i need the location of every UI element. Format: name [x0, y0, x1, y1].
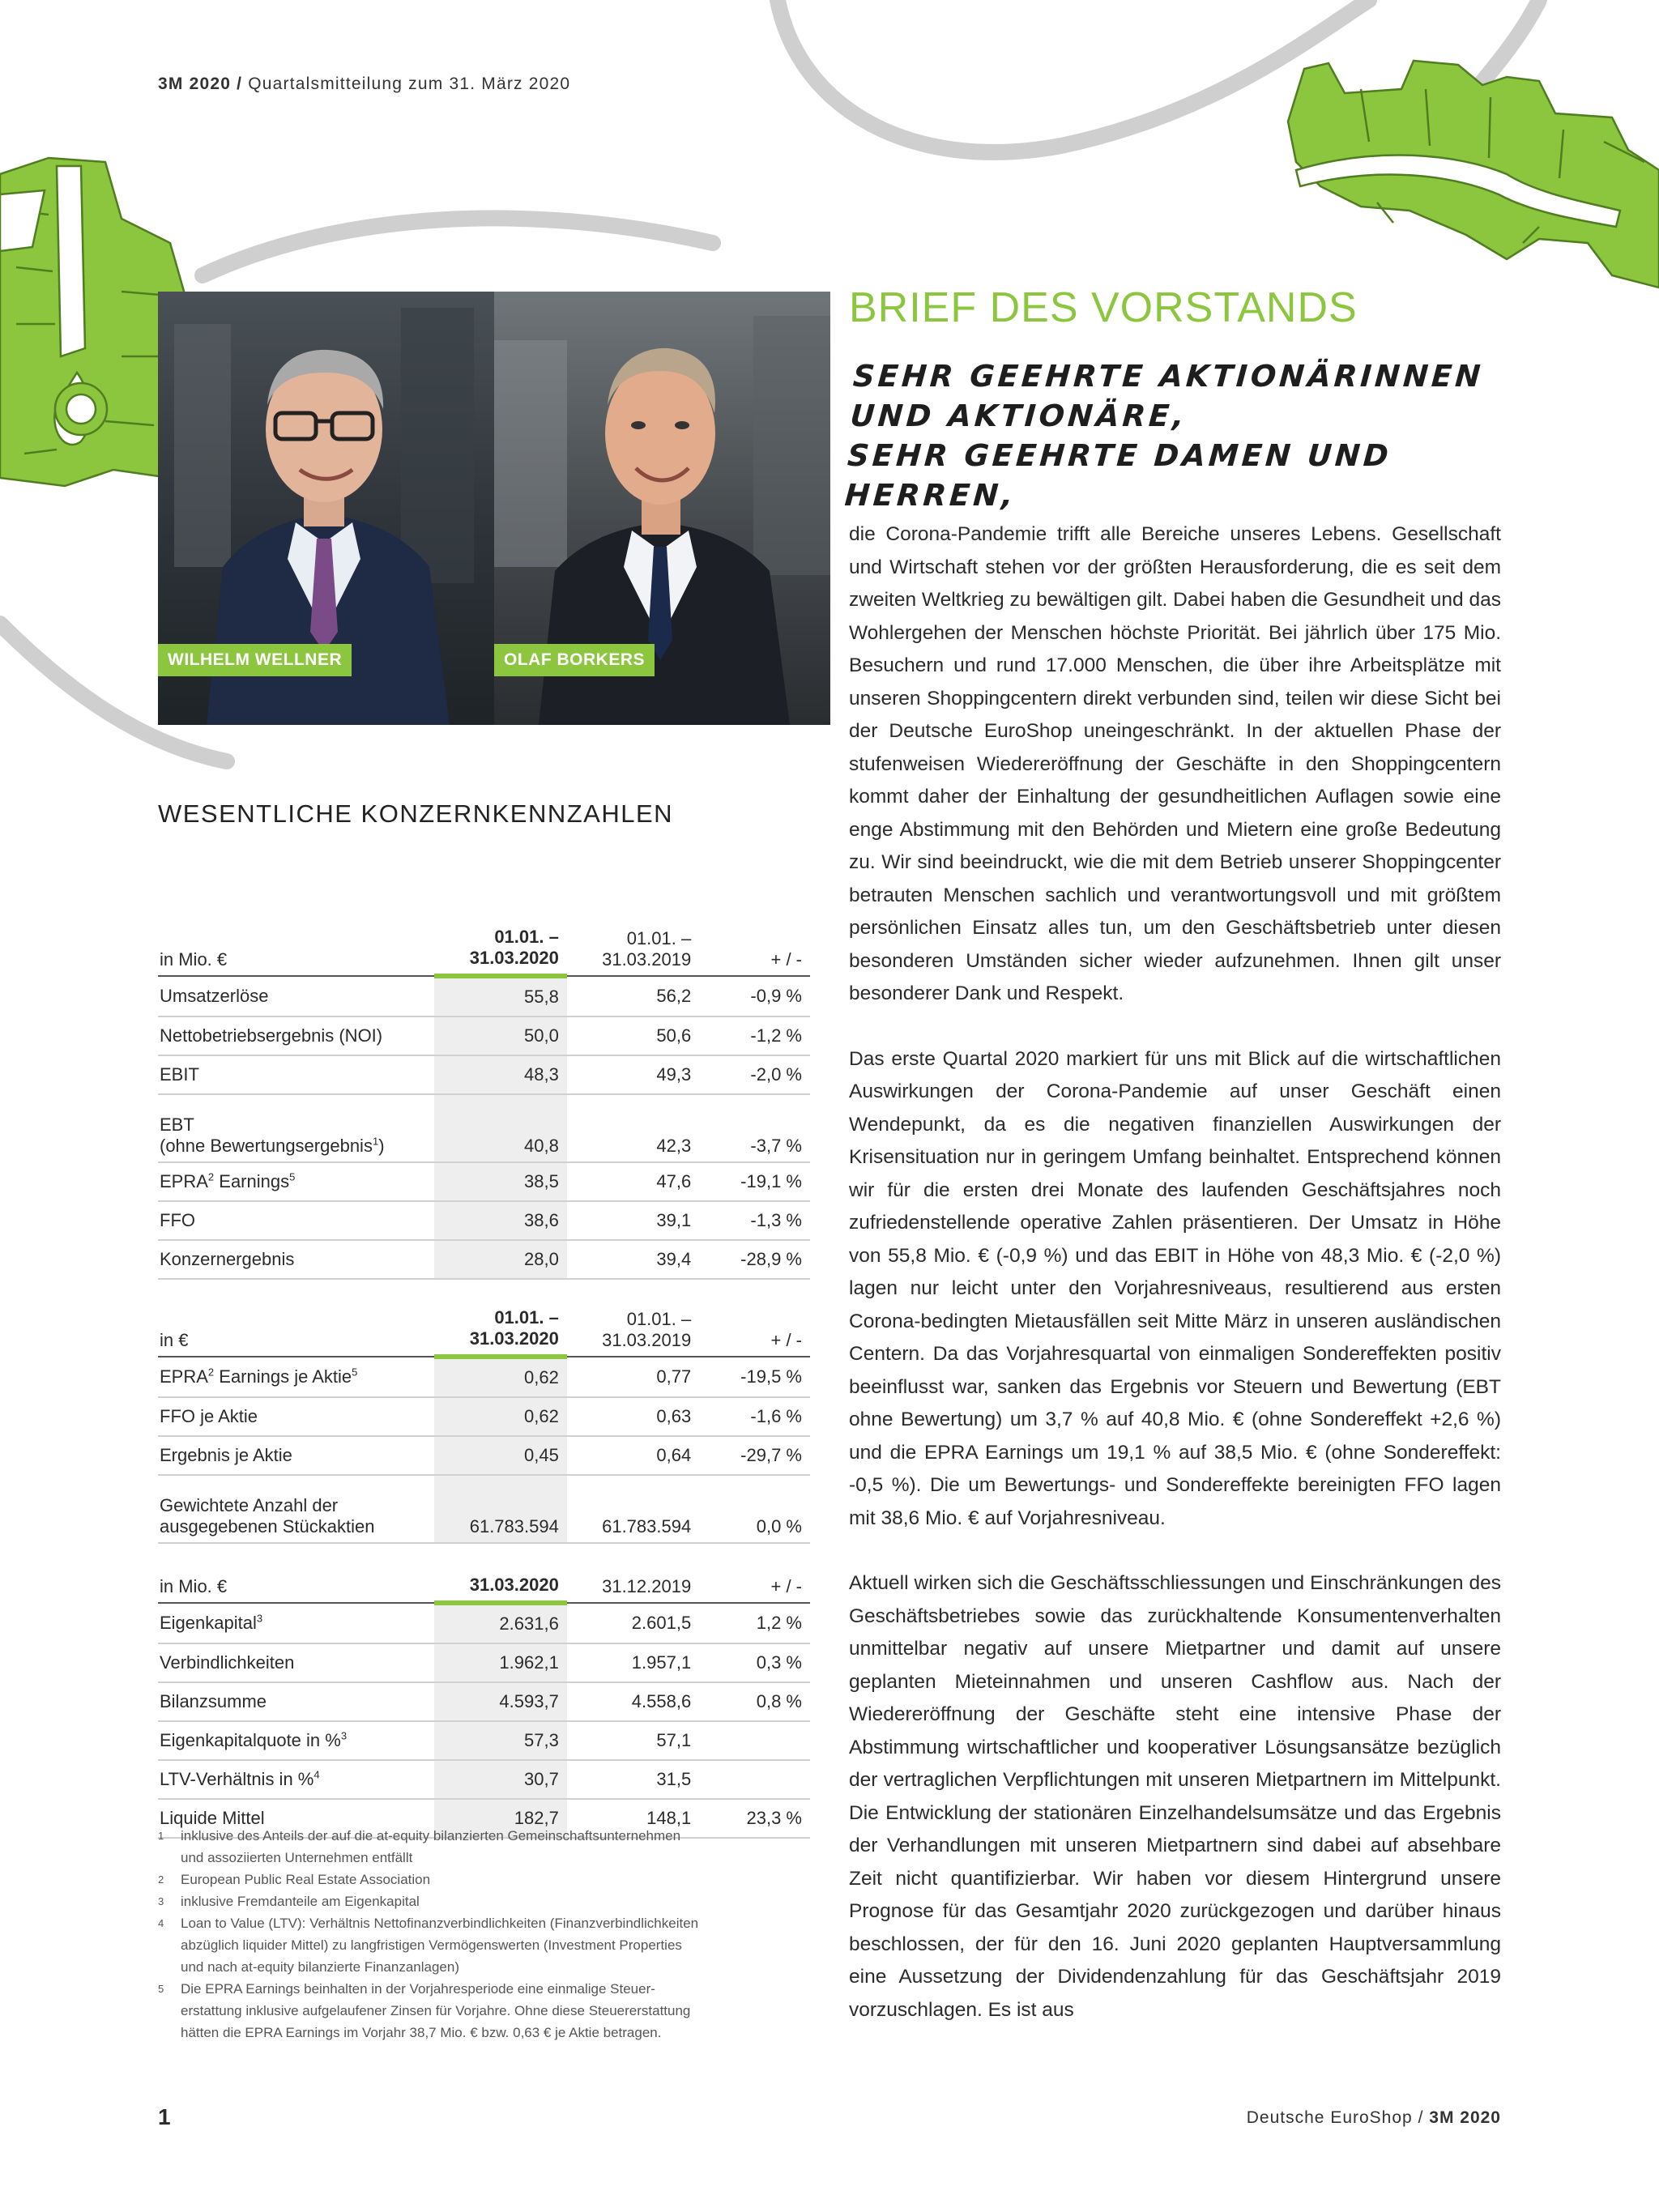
- grey-band-left: [203, 218, 713, 275]
- letter-paragraph: Aktuell wirken sich die Geschäftsschliessungen und Einschränkungen des Geschäftsbetriebes sowie das zurückhaltende Konsumentenverhalten unmittelbar negativ auf unsere Mietpartner und damit auf unsere geplanten Mieteinnahmen und unseren Cashflow aus. Nach der Wiedereröffnung der Geschäfte steht eine intensive Phase der Abstimmung wirtschaftlicher und kooperativer Lösungsansätze bezüglich der vertraglichen Verpflichtungen mit unseren Mietpartnern im Mittelpunkt. Die Entwicklung der stationären Einzelhandelsumsätze und das Ergebnis der Verhandlungen mit unseren Mietpartnern sind dabei auf absehbare Zeit nicht quantifizierbar. Wir haben vor diesem Hintergrund unsere Prognose für das Gesamtjahr 2020 zurückgezogen und darüber hinaus beschlossen, der für den 16. Juni 2020 geplanten Hauptversammlung eine Aussetzung der Dividendenzahlung für das Geschäftsjahr 2019 vorzuschlagen. Es ist aus: [849, 1572, 1501, 2021]
- letter-title: BRIEF DES VORSTANDS: [849, 284, 1358, 331]
- footnote-4: 4 Loan to Value (LTV): Verhältnis Nettofinanzverbindlichkeiten (Finanzverbindlichkeiten abzüglich liquider Mittel) zu langfristigen Vermögenswerten (Investment Properties und nach at-equity bilanzierte Finanzanlagen): [158, 1916, 699, 1975]
- col-header-change: + / -: [699, 899, 810, 976]
- letter-body: [849, 518, 1501, 2059]
- grey-band-top: [778, 0, 1369, 152]
- table-header-row: [158, 899, 810, 976]
- col-header-previous: 01.01. – 31.03.2019: [567, 899, 699, 976]
- table-row: EPRA$^2$ Earnings$^5$ 38,5 47,6 -19,1 %: [158, 1162, 810, 1201]
- table-row: EBT (ohne Bewertungsergebnis$^1$) 40,8 42,3 -3,7 %: [158, 1094, 810, 1162]
- table-row: Nettobetriebsergebnis (NOI) 50,0 50,6 -1,2 %: [158, 1016, 810, 1055]
- floorplan-right: [1288, 61, 1659, 288]
- running-head-separator: /: [237, 75, 243, 93]
- col-header-current: 01.01. – 31.03.2020: [434, 899, 566, 976]
- footnote-3: 3 inklusive Fremdanteile am Eigenkapital: [158, 1894, 420, 1909]
- portrait-name-wellner: WILHELM WELLNER: [158, 644, 352, 676]
- table-row: Eigenkapital$^3$ 2.631,6 2.601,5 1,2 %: [158, 1603, 810, 1643]
- table-header-row: in € 01.01. – 31.03.2020 01.01. – 31.03.2019 + / -: [158, 1279, 810, 1357]
- footnote-5: 5 Die EPRA Earnings beinhalten in der Vorjahresperiode eine einmalige Steuer- erstattung inklusive aufgelaufener Zinsen für Vorjahre. Ohne diese Steuererstattung hätten die EPRA Earnings im Vorjahr 38,7 Mio. € bzw. 0,63 € je Aktie betragen.: [158, 1981, 691, 2040]
- table-row: EBIT 48,3 49,3 -2,0 %: [158, 1055, 810, 1094]
- letter-salutation: SEHR GEEHRTE AKTIONÄRINNEN UND AKTIONÄRE, SEHR GEEHRTE DAMEN UND HERREN,: [843, 359, 1485, 513]
- footnote-2: 2 European Public Real Estate Association: [158, 1872, 431, 1887]
- table-header-row: in Mio. € 31.03.2020 31.12.2019 + / -: [158, 1558, 810, 1603]
- table-row: Verbindlichkeiten 1.962,1 1.957,1 0,3 %: [158, 1643, 810, 1682]
- running-head: [158, 75, 570, 94]
- table-row: EPRA$^2$ Earnings je Aktie$^5$ 0,62 0,77 -19,5 %: [158, 1357, 810, 1397]
- table-row: Bilanzsumme 4.593,7 4.558,6 0,8 %: [158, 1682, 810, 1721]
- footnotes: [158, 1825, 814, 2044]
- portrait-name-borkers: OLAF BORKERS: [494, 644, 655, 676]
- unit-label: in Mio. €: [158, 899, 434, 976]
- table-row: Umsatzerlöse 55,8 56,2 -0,9 %: [158, 976, 810, 1016]
- table-row: Konzernergebnis 28,0 39,4 -28,9 %: [158, 1240, 810, 1279]
- table-row: Liquide Mittel 182,7 148,1 23,3 %: [158, 1799, 810, 1838]
- running-head-title: Quartalsmitteilung zum 31. März 2020: [248, 75, 571, 93]
- page-number: 1: [158, 2104, 171, 2129]
- footer-company: Deutsche EuroShop / 3M 2020: [1246, 2108, 1501, 2127]
- table-row: Eigenkapitalquote in %$^3$ 57,3 57,1: [158, 1721, 810, 1760]
- table-row: FFO 38,6 39,1 -1,3 %: [158, 1201, 810, 1240]
- table-row: LTV-Verhältnis in %$^4$ 30,7 31,5: [158, 1760, 810, 1799]
- table-row: Gewichtete Anzahl der ausgegebenen Stückaktien 61.783.594 61.783.594 0,0 %: [158, 1475, 810, 1543]
- key-figures-heading: WESENTLICHE KONZERNKENNZAHLEN: [158, 799, 674, 828]
- table-row: FFO je Aktie 0,62 0,63 -1,6 %: [158, 1397, 810, 1436]
- table-row: Ergebnis je Aktie 0,45 0,64 -29,7 %: [158, 1436, 810, 1475]
- key-figures-table: [158, 899, 810, 1839]
- letter-paragraph: Das erste Quartal 2020 markiert für uns mit Blick auf die wirtschaftlichen Auswirkungen der Corona-Pandemie auf unser Geschäft einen Wendepunkt, da es die negativen finanziellen Auswirkungen der Krisensituation nur in geringem Umfang beinhaltet. Entsprechend können wir für die ersten drei Monate des laufenden Geschäftsjahres noch zufriedenstellende operative Zahlen präsentieren. Der Umsatz in Höhe von 55,8 Mio. € (-0,9 %) und das EBIT in Höhe von 48,3 Mio. € (-2,0 %) lagen nur leicht unter den Vorjahresniveaus, resultierend aus ersten Corona-bedingten Mietausfällen seit Mitte März in unseren ausländischen Centern. Da das Vorjahresquartal von einmaligen Sondereffekten positiv beeinflusst war, sanken das Ergebnis vor Steuern und Bewertung (EBT ohne Bewertung) um 3,7 % auf 40,8 Mio. € (ohne Sondereffekt +2,6 %) und die EPRA Earnings um 19,1 % auf 38,5 Mio. € (ohne Sondereffekt: -0,5 %). Die um Bewertungs- und Sondereffekte bereinigten FFO lagen mit 38,6 Mio. € auf Vorjahresniveau.: [849, 1047, 1501, 1529]
- letter-paragraph: die Corona-Pandemie trifft alle Bereiche unseres Lebens. Gesellschaft und Wirtschaft stehen vor der größten Herausforderung, die es seit dem zweiten Weltkrieg zu bewältigen gilt. Dabei haben die Gesundheit und das Wohlergehen der Menschen höchste Priorität. Bei jährlich über 175 Mio. Besuchern und rund 17.000 Menschen, die über ihre Arbeitsplätze mit unseren Shoppingcentern direkt verbunden sind, teilen wir diese Sicht bei der Deutsche EuroShop uneingeschränkt. In der aktuellen Phase der stufenweisen Wiedereröffnung der Geschäfte in den Shoppingcentern kommt daher der Einhaltung der gesundheitlichen Auflagen sowie eine enge Abstimmung mit den Behörden und Mietern eine große Bedeutung zu. Wir sind beeindruckt, wie die mit dem Betrieb unserer Shoppingcenter betrauten Menschen sachlich und verantwortungsvoll und mit größtem persönlichen Einsatz alles tun, um den Geschäftsbetrieb unter diesen besonderen Umständen sicher wieder aufzunehmen. Ihnen gilt unser besonderer Dank und Respekt.: [849, 523, 1501, 1004]
- running-head-report: 3M 2020: [158, 75, 232, 93]
- footnote-1: 1 inklusive des Anteils der auf die at-equity bilanzierten Gemeinschaftsunternehmen und assoziierten Unternehmen entfällt: [158, 1828, 681, 1865]
